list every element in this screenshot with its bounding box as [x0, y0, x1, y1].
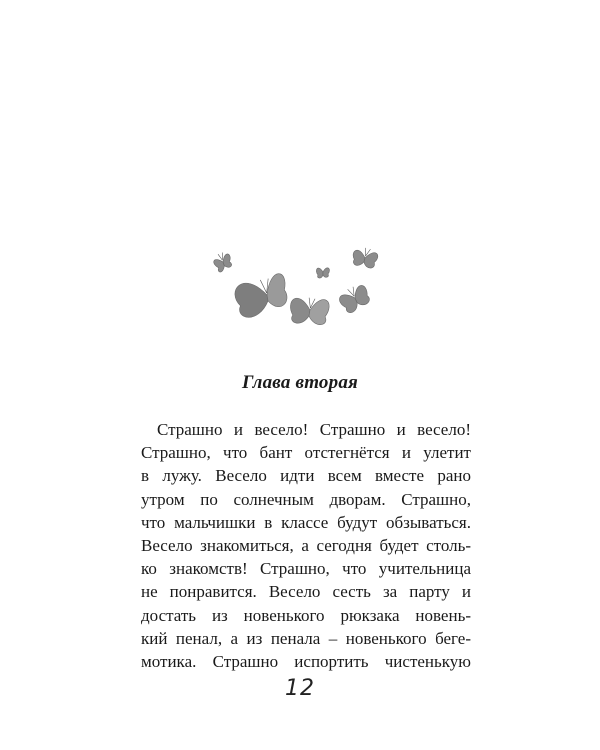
butterfly-tiny-icon — [316, 268, 329, 278]
chapter-title: Глава вторая — [241, 372, 359, 393]
butterfly-large-icon — [233, 273, 290, 319]
text-line: что мальчишки в классе будут обзываться. — [141, 512, 471, 532]
text-line: ко знакомств! Страшно, что учительница — [141, 559, 471, 579]
chapter-body-text — [141, 418, 471, 673]
text-line: достать из новенького рюкзака новень- — [141, 605, 471, 625]
page-number: 12 — [285, 676, 315, 701]
text-line: кий пенал, а из пенала – новенького беге- — [141, 628, 471, 648]
text-line: Страшно и весело! Страшно и весело! — [157, 420, 471, 439]
text-line: в лужу. Весело идти всем вместе рано — [141, 466, 471, 486]
text-line: мотика. Страшно испортить чистенькую — [141, 651, 471, 671]
text-line: утром по солнечным дворам. Страшно, — [141, 489, 471, 509]
text-line: не понравится. Весело сесть за парту и — [141, 582, 471, 602]
butterfly-right-top-icon — [351, 245, 380, 270]
butterfly-medium-icon — [288, 294, 331, 328]
butterfly-right-bottom-icon — [337, 282, 373, 315]
text-line: Весело знакомиться, а сегодня будет столь- — [141, 535, 471, 555]
butterfly-small-icon — [212, 251, 234, 273]
text-line: Страшно, что бант отстегнётся и улетит — [141, 443, 471, 463]
butterflies-icon — [205, 240, 395, 330]
